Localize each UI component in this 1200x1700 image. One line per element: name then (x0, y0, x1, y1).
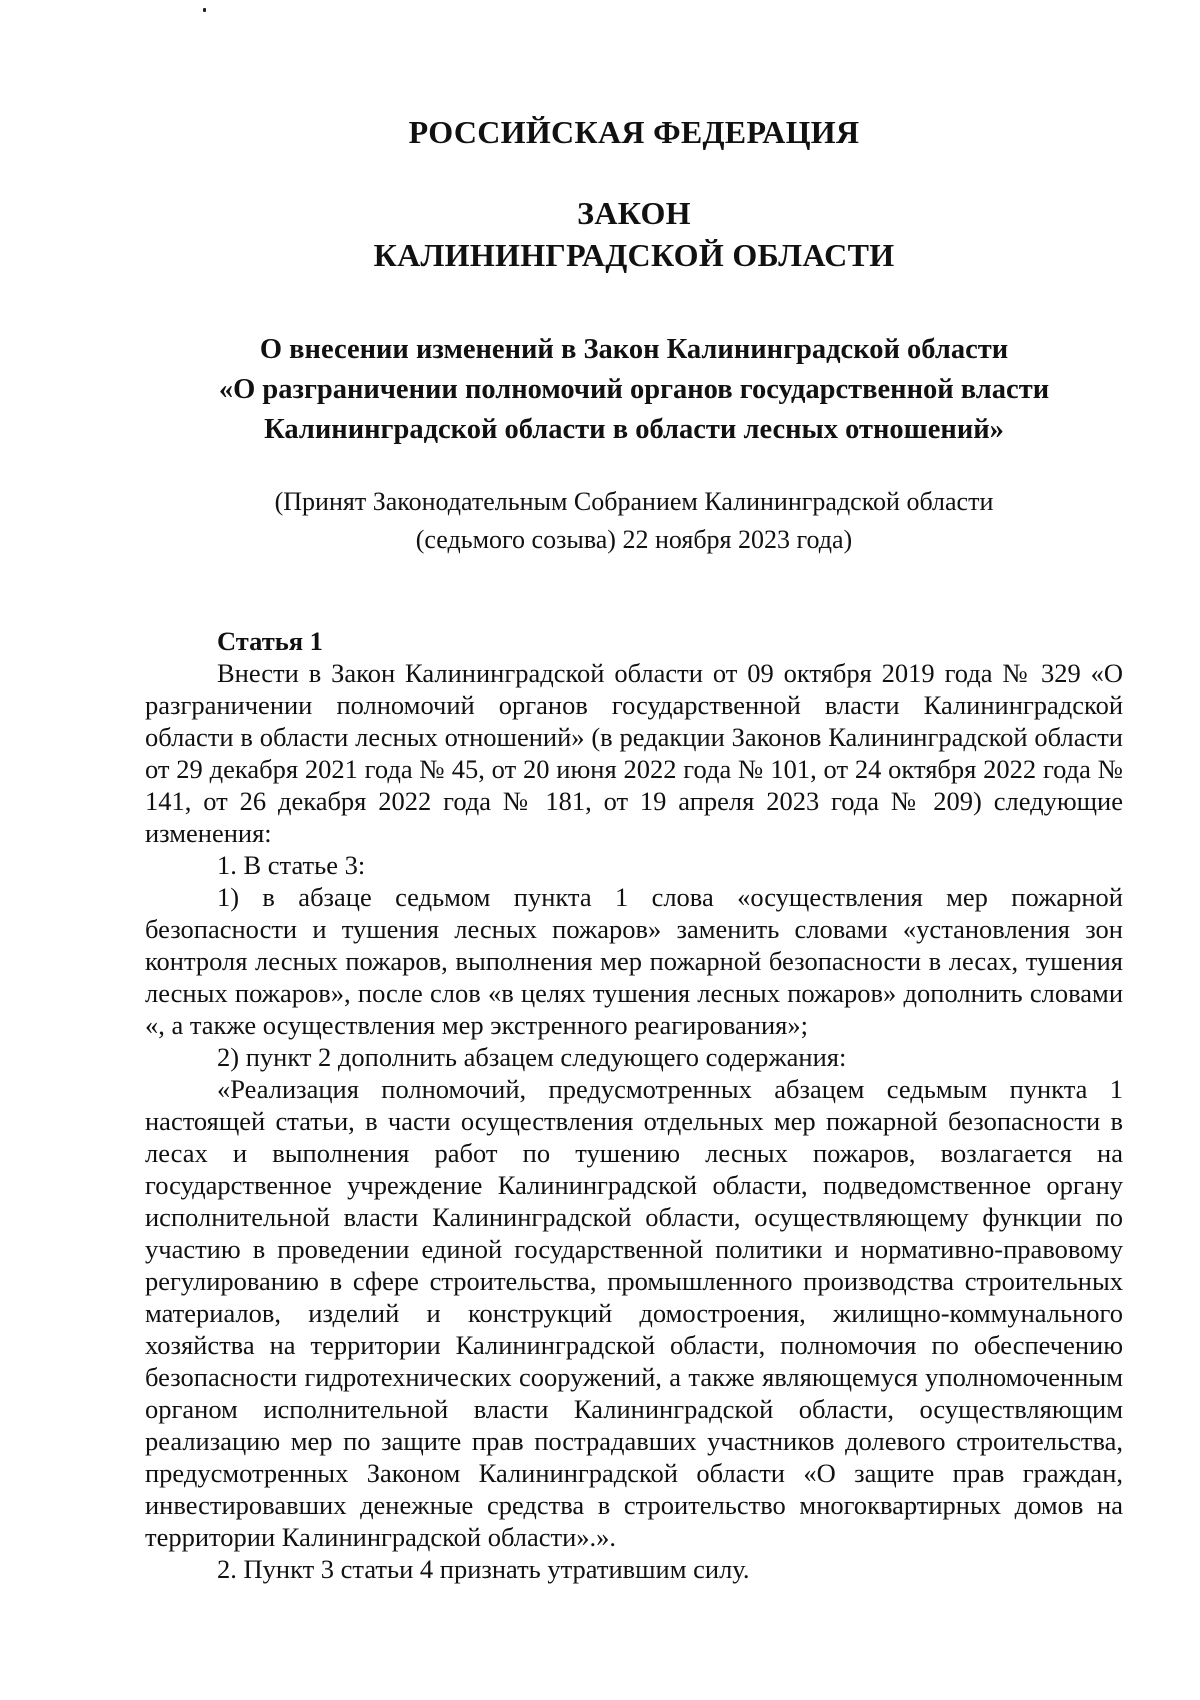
article-1-item-1: 1. В статье 3: (217, 850, 366, 880)
adoption-note-line-1: (Принят Законодательным Собранием Калининградской области (274, 487, 994, 516)
adoption-note (145, 483, 1123, 559)
article-1-item-2: 2. Пункт 3 статьи 4 признать утратившим силу. (217, 1554, 750, 1584)
article-1-quoted-paragraph: «Реализация полномочий, предусмотренных абзацем седьмым пункта 1 настоящей статьи, в части осуществления отдельных мер пожарной безопасности в лесах и выполнения работ по тушению лесных пожаров, возлагается на государственное учреждение Калининградской области, подведомственное органу исполнительной власти Калининградской области, осуществляющему функции по участию в проведении единой государственной политики и нормативно-правовому регулированию в сфере строительства, промышленного производства строительных материалов, изделий и конструкций домостроения, жилищно-коммунального хозяйства на территории Калининградской области, полномочия по обеспечению безопасности гидротехнических сооружений, а также являющемуся уполномоченным органом исполнительной власти Калининградской области, осуществляющим реализацию мер по защите прав пострадавших участников долевого строительства, предусмотренных Законом Калининградской области «О защите прав граждан, инвестировавших денежные средства в строительство многоквартирных домов на территории Калининградской области».». (145, 1074, 1123, 1552)
law-heading (145, 192, 1123, 276)
document-title-line-3: Калининградской области в области лесных отношений» (264, 414, 1004, 445)
article-1-subitem-1: 1) в абзаце седьмом пункта 1 слова «осуществления мер пожарной безопасности и тушения лесных пожаров» заменить словами «установления зон контроля лесных пожаров, выполнения мер пожарной безопасности в лесах, тушения лесных пожаров», после слов «в целях тушения лесных пожаров» дополнить словами «, а также осуществления мер экстренного реагирования»; (145, 882, 1123, 1040)
scan-speck (203, 8, 206, 12)
adoption-note-line-2: (седьмого созыва) 22 ноября 2023 года) (415, 525, 853, 554)
document-page (145, 112, 1123, 1585)
article-1-subitem-2: 2) пункт 2 дополнить абзацем следующего содержания: (217, 1042, 847, 1072)
law-heading-line-2: КАЛИНИНГРАДСКОЙ ОБЛАСТИ (373, 237, 895, 273)
article-1-heading: Статья 1 (217, 626, 323, 656)
document-title (145, 330, 1123, 450)
document-title-line-1: О внесении изменений в Закон Калининградской области (259, 334, 1009, 365)
document-title-line-2: «О разграничении полномочий органов государственной власти (218, 374, 1050, 405)
law-heading-line-1: ЗАКОН (577, 195, 691, 231)
article-1-intro: Внести в Закон Калининградской области от 09 октября 2019 года № 329 «О разграничении полномочий органов государственной власти Калининградской области в области лесных отношений» (в редакции Законов Калининградской области от 29 декабря 2021 года № 45, от 20 июня 2022 года № 101, от 24 октября 2022 года № 141, от 26 декабря 2022 года № 181, от 19 апреля 2023 года № 209) следующие изменения: (145, 658, 1123, 848)
country-heading: РОССИЙСКАЯ ФЕДЕРАЦИЯ (408, 114, 860, 150)
